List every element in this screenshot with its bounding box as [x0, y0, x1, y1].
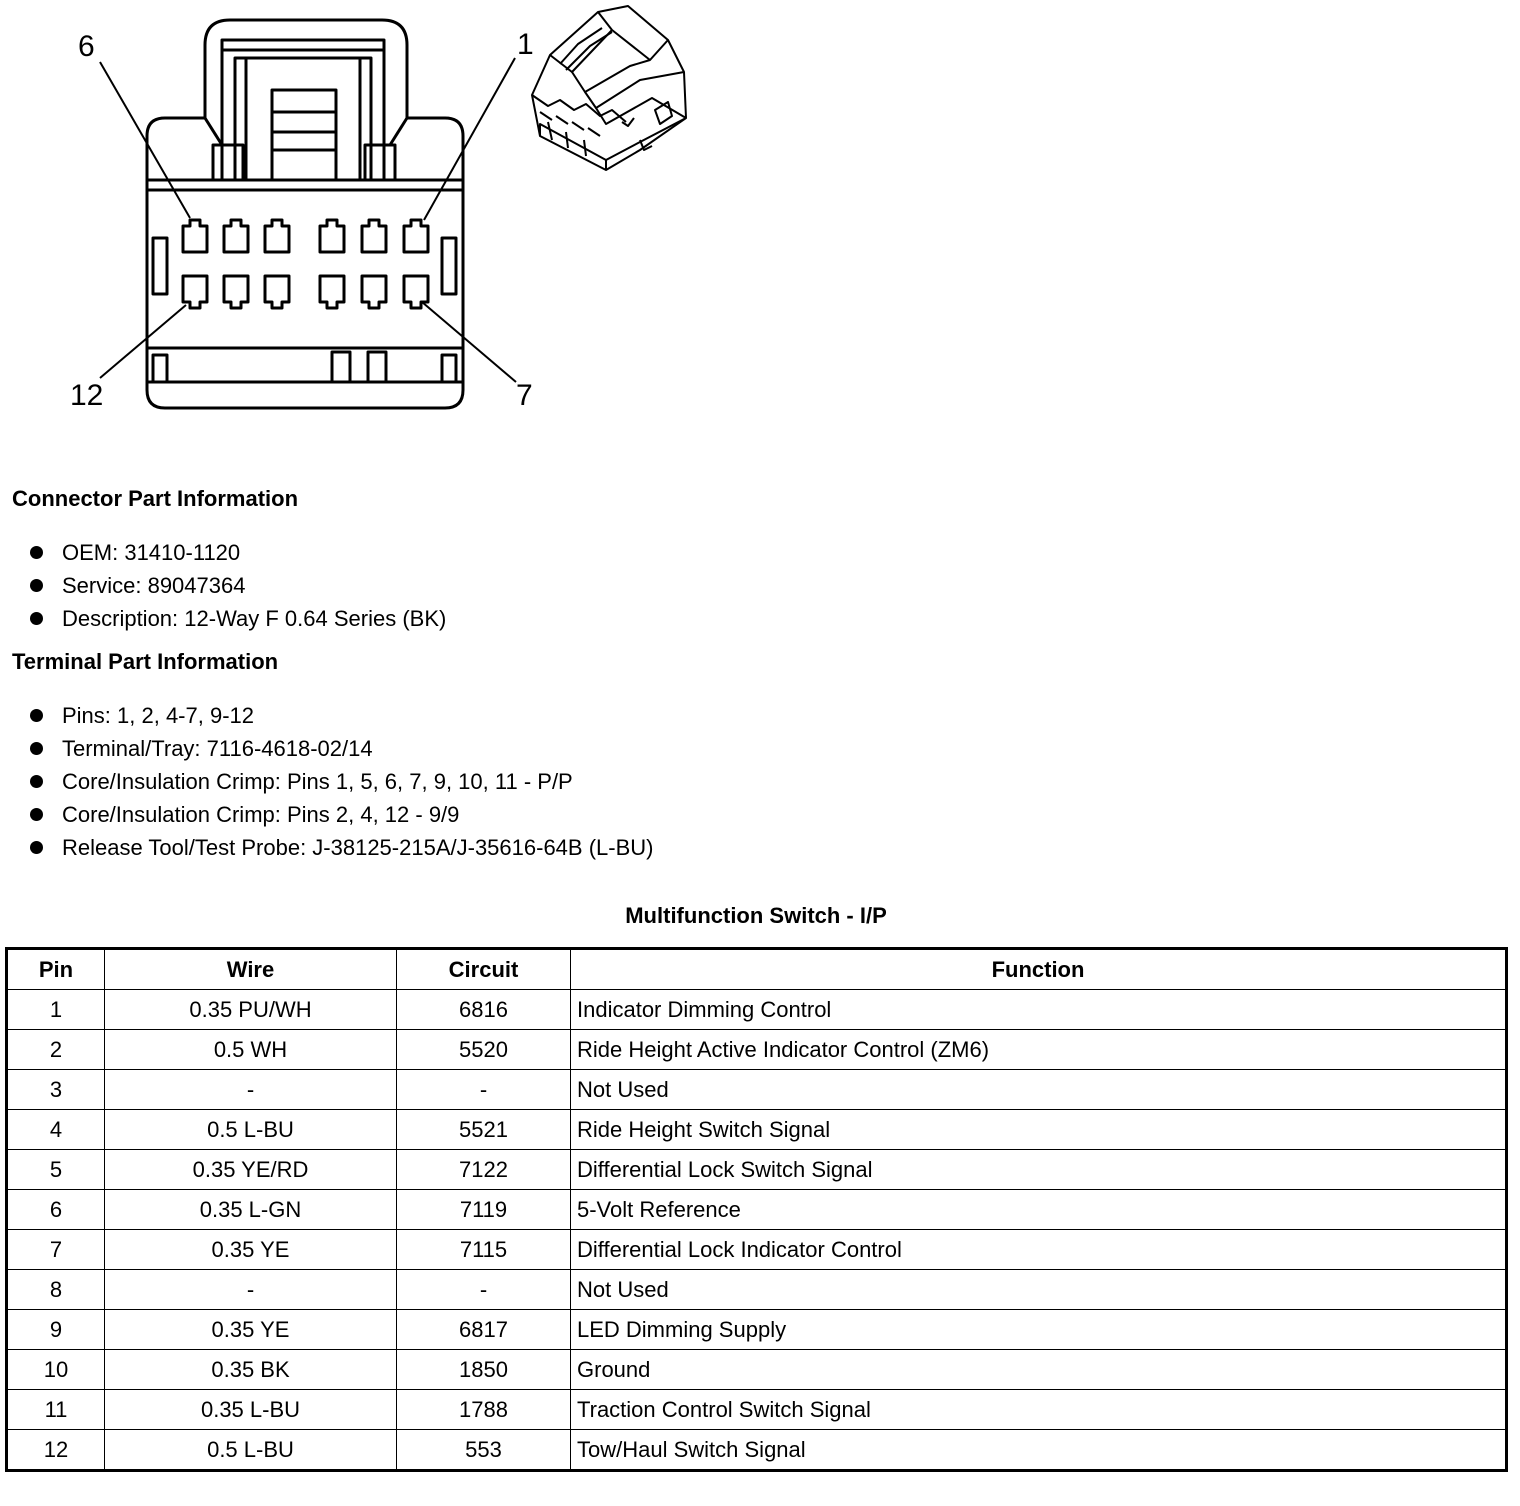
- list-item: Description: 12-Way F 0.64 Series (BK): [30, 602, 446, 635]
- terminal-cavities: [183, 220, 428, 308]
- cell-pin: 1: [7, 990, 105, 1030]
- cell-wire: 0.35 YE: [105, 1310, 397, 1350]
- cell-function: Not Used: [571, 1270, 1507, 1310]
- cell-wire: 0.5 L-BU: [105, 1430, 397, 1471]
- cell-function: Indicator Dimming Control: [571, 990, 1507, 1030]
- cell-pin: 12: [7, 1430, 105, 1471]
- connector-part-info-list: [30, 536, 446, 635]
- cell-wire: 0.5 L-BU: [105, 1110, 397, 1150]
- cell-pin: 2: [7, 1030, 105, 1070]
- table-row: [7, 1030, 1507, 1070]
- cell-wire: 0.35 YE/RD: [105, 1150, 397, 1190]
- column-header-wire: Wire: [105, 949, 397, 990]
- cavity-12: [183, 276, 207, 308]
- table-row: [7, 1190, 1507, 1230]
- list-item: Release Tool/Test Probe: J-38125-215A/J-35616-64B (L-BU): [30, 831, 653, 864]
- pin-label-7: 7: [516, 379, 533, 412]
- cell-function: Differential Lock Indicator Control: [571, 1230, 1507, 1270]
- table-row: [7, 1270, 1507, 1310]
- cell-function: Differential Lock Switch Signal: [571, 1150, 1507, 1190]
- column-header-pin: Pin: [7, 949, 105, 990]
- list-item: Terminal/Tray: 7116-4618-02/14: [30, 732, 653, 765]
- cavity-2: [362, 220, 386, 252]
- cell-function: Ride Height Active Indicator Control (ZM6): [571, 1030, 1507, 1070]
- cell-wire: 0.35 PU/WH: [105, 990, 397, 1030]
- cavity-4: [265, 220, 289, 252]
- cell-wire: 0.35 L-BU: [105, 1390, 397, 1430]
- table-row: [7, 1390, 1507, 1430]
- bullet-icon: [30, 808, 43, 821]
- list-item: OEM: 31410-1120: [30, 536, 446, 569]
- cell-function: Ride Height Switch Signal: [571, 1110, 1507, 1150]
- cavity-6: [183, 220, 207, 252]
- cell-function: Not Used: [571, 1070, 1507, 1110]
- connector-diagram: [0, 0, 720, 440]
- pin-label-12: 12: [70, 379, 104, 412]
- cell-wire: 0.5 WH: [105, 1030, 397, 1070]
- cavity-1: [404, 220, 428, 252]
- connector-face: [147, 20, 463, 408]
- bullet-icon: [30, 775, 43, 788]
- column-header-circuit: Circuit: [397, 949, 571, 990]
- table-row: [7, 1110, 1507, 1150]
- connector-perspective-view: [532, 6, 686, 170]
- table-header-row: [7, 949, 1507, 990]
- cell-circuit: 1850: [397, 1350, 571, 1390]
- table-row: [7, 1310, 1507, 1350]
- pinout-table: [5, 947, 1508, 1472]
- cell-pin: 10: [7, 1350, 105, 1390]
- cell-function: 5-Volt Reference: [571, 1190, 1507, 1230]
- cell-pin: 3: [7, 1070, 105, 1110]
- cell-wire: 0.35 BK: [105, 1350, 397, 1390]
- bullet-icon: [30, 709, 43, 722]
- cell-circuit: 7115: [397, 1230, 571, 1270]
- table-row: [7, 1150, 1507, 1190]
- bullet-icon: [30, 742, 43, 755]
- cavity-8: [362, 276, 386, 308]
- cell-function: Tow/Haul Switch Signal: [571, 1430, 1507, 1471]
- list-item: Core/Insulation Crimp: Pins 2, 4, 12 - 9/9: [30, 798, 653, 831]
- bullet-icon: [30, 841, 43, 854]
- cell-circuit: 1788: [397, 1390, 571, 1430]
- bullet-icon: [30, 612, 43, 625]
- cavity-5: [224, 220, 248, 252]
- cell-wire: -: [105, 1070, 397, 1110]
- cell-pin: 9: [7, 1310, 105, 1350]
- table-row: [7, 1350, 1507, 1390]
- cell-pin: 4: [7, 1110, 105, 1150]
- cell-pin: 7: [7, 1230, 105, 1270]
- cell-function: Traction Control Switch Signal: [571, 1390, 1507, 1430]
- cell-pin: 11: [7, 1390, 105, 1430]
- cell-wire: -: [105, 1270, 397, 1310]
- cell-circuit: 5520: [397, 1030, 571, 1070]
- bullet-icon: [30, 579, 43, 592]
- pin-label-1: 1: [517, 28, 534, 61]
- cell-circuit: 7119: [397, 1190, 571, 1230]
- cell-circuit: 5521: [397, 1110, 571, 1150]
- cell-function: LED Dimming Supply: [571, 1310, 1507, 1350]
- terminal-part-info-heading: Terminal Part Information: [12, 649, 279, 674]
- cell-circuit: 6817: [397, 1310, 571, 1350]
- cavity-3: [320, 220, 344, 252]
- pin-label-6: 6: [78, 30, 95, 63]
- cell-wire: 0.35 L-GN: [105, 1190, 397, 1230]
- table-row: [7, 1070, 1507, 1110]
- table-row: [7, 990, 1507, 1030]
- cavity-11: [224, 276, 248, 308]
- cell-circuit: -: [397, 1070, 571, 1110]
- cavity-10: [265, 276, 289, 308]
- cell-circuit: 553: [397, 1430, 571, 1471]
- table-title: Multifunction Switch - I/P: [625, 903, 887, 928]
- pin-leader-lines: [100, 58, 516, 382]
- table-row: [7, 1430, 1507, 1471]
- connector-part-info-heading: Connector Part Information: [12, 486, 299, 511]
- cell-circuit: -: [397, 1270, 571, 1310]
- bullet-icon: [30, 546, 43, 559]
- cell-pin: 5: [7, 1150, 105, 1190]
- cell-circuit: 6816: [397, 990, 571, 1030]
- cell-wire: 0.35 YE: [105, 1230, 397, 1270]
- cell-pin: 6: [7, 1190, 105, 1230]
- column-header-function: Function: [571, 949, 1507, 990]
- list-item: Pins: 1, 2, 4-7, 9-12: [30, 699, 653, 732]
- cell-pin: 8: [7, 1270, 105, 1310]
- terminal-part-info-list: [30, 699, 653, 864]
- list-item: Service: 89047364: [30, 569, 446, 602]
- table-row: [7, 1230, 1507, 1270]
- cell-function: Ground: [571, 1350, 1507, 1390]
- cell-circuit: 7122: [397, 1150, 571, 1190]
- list-item: Core/Insulation Crimp: Pins 1, 5, 6, 7, 9, 10, 11 - P/P: [30, 765, 653, 798]
- cavity-9: [320, 276, 344, 308]
